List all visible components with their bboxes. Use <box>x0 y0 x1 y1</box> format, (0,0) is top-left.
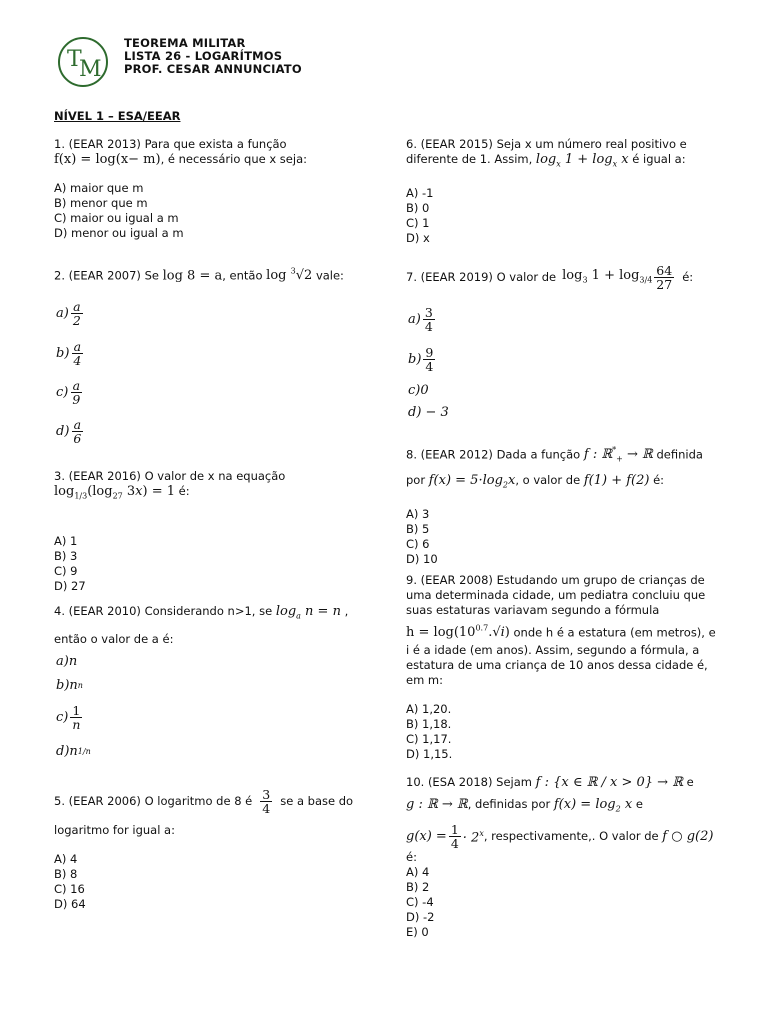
question-5-intro: 5. (EEAR 2006) O logaritmo de 8 é <box>54 794 253 808</box>
question-3-option-a: A) 1 <box>54 533 78 548</box>
question-8-line2b: , o valor de <box>515 472 581 487</box>
question-6-line2: diferente de 1. Assim, <box>406 152 533 166</box>
question-8-intro: 8. (EEAR 2012) Dada a função <box>406 447 581 462</box>
question-7-option-d: d) − 3 <box>408 405 449 420</box>
question-2 <box>54 264 344 283</box>
question-1-intro: 1. (EEAR 2013) Para que exista a função <box>54 137 287 151</box>
question-6-option-d: D) x <box>406 230 430 245</box>
question-2-option-d: d) $\frac{a}{6}$ <box>56 417 82 446</box>
question-10-line4: é: <box>406 849 417 864</box>
question-8-line2c: é: <box>653 472 665 487</box>
question-4-option-c: c) $\frac{1}{n}$ <box>56 703 81 732</box>
question-9-option-a: A) 1,20. <box>406 702 452 717</box>
question-3 <box>54 469 285 594</box>
question-9-line5: i é a idade (em anos). Assim, segundo a fórmula, a <box>406 643 700 658</box>
question-5-fraction: $\frac{3}{4}$ <box>262 787 271 816</box>
question-4-line2: então o valor de a é: <box>54 631 174 646</box>
question-7-option-b: b) $\frac{9}{4}$ <box>408 345 434 374</box>
question-10-intro: 10. (ESA 2018) Sejam <box>406 775 532 789</box>
question-7-option-c: c)0 <box>408 383 429 398</box>
question-4-option-b: b)n n <box>56 678 83 693</box>
question-8-expression: f(1) + f(2) <box>583 472 650 488</box>
question-2-intro: 2. (EEAR 2007) Se <box>54 268 159 283</box>
question-3-option-d: D) 27 <box>54 578 86 593</box>
question-1-option-d: D) menor ou igual a m <box>54 226 184 240</box>
document-header <box>124 37 302 76</box>
question-4-option-a: a)n <box>56 654 78 669</box>
question-2-option-b: b) $\frac{a}{4}$ <box>56 339 82 368</box>
question-9-line3: suas estaturas variavam segundo a fórmula <box>406 603 660 617</box>
question-8-function: f : ℝ*$_+$ → ℝ <box>583 446 653 464</box>
question-8-option-a: A) 3 <box>406 506 430 521</box>
question-5-option-a: A) 4 <box>54 852 78 866</box>
question-10-option-e: E) 0 <box>406 924 429 939</box>
question-9-option-d: D) 1,15. <box>406 747 453 762</box>
question-10-composition: f ○ g(2) <box>662 828 714 844</box>
question-3-option-b: B) 3 <box>54 548 78 563</box>
question-10-formula-f: $f(x) = \log_2 x$ <box>553 797 633 814</box>
level-heading: NÍVEL 1 – ESA/EEAR <box>54 109 181 123</box>
question-2-option-a: a) $\frac{a}{2}$ <box>56 299 81 328</box>
question-6-line1: 6. (EEAR 2015) Seja x um número real positivo e <box>406 137 687 151</box>
question-2-end: vale: <box>315 268 344 283</box>
question-2-formula-1: log 8 = a <box>162 268 223 284</box>
question-1-option-c: C) maior ou igual a m <box>54 211 179 225</box>
question-7 <box>406 264 693 291</box>
question-7-fraction: $\frac{64}{27}$ <box>656 263 673 292</box>
question-5-line2: logaritmo for igual a: <box>54 823 175 837</box>
question-8 <box>406 443 703 567</box>
question-10-option-c: C) -4 <box>406 894 434 909</box>
svg-text:M: M <box>79 57 102 82</box>
question-6-option-b: B) 0 <box>406 200 430 215</box>
question-9-line2: uma determinada cidade, um pediatra concluiu que <box>406 588 706 602</box>
question-7-formula: $\log_3 1 + \log_{3/4}$ <box>562 267 653 285</box>
question-3-formula: $\log_{1/3}(\log_{27}$ 3x) = 1 <box>54 484 176 501</box>
question-9-option-c: C) 1,17. <box>406 732 452 747</box>
question-4-intro: 4. (EEAR 2010) Considerando n>1, se <box>54 604 273 618</box>
question-6-end: é igual a: <box>632 152 686 166</box>
question-1-option-b: B) menor que m <box>54 196 148 210</box>
question-1-option-a: A) maior que m <box>54 181 144 195</box>
question-2-option-c: c) $\frac{a}{9}$ <box>56 378 81 407</box>
question-7-end: é: <box>682 270 694 284</box>
question-10-function-f: f : {x ∈ ℝ / x > 0} → ℝ <box>535 775 684 790</box>
question-10-formula-g: g(x) = <box>406 828 447 844</box>
question-1-formula: f(x) = log(x− m) <box>54 152 161 167</box>
question-10-line2: , definidas por <box>467 797 551 811</box>
question-6-formula: $\log_x 1 + \log_x x$ <box>535 152 629 169</box>
question-6-option-a: A) -1 <box>406 185 434 200</box>
question-1-suffix: , é necessário que x seja: <box>160 152 307 166</box>
question-5-end: se a base do <box>280 794 354 808</box>
question-8-formula: $f(x) = 5\cdot\log_2x$ <box>428 472 516 490</box>
question-9-line4: onde h é a estatura (em metros), e <box>513 625 716 640</box>
question-3-intro: 3. (EEAR 2016) O valor de x na equação <box>54 469 286 483</box>
question-5-option-b: B) 8 <box>54 867 78 881</box>
question-8-line2a: por <box>406 472 426 487</box>
question-9-option-b: B) 1,18. <box>406 717 452 732</box>
question-10-option-a: A) 4 <box>406 864 430 879</box>
question-6-option-c: C) 1 <box>406 215 430 230</box>
logo <box>55 36 113 88</box>
question-8-end: definida <box>656 447 703 462</box>
question-6 <box>406 137 687 246</box>
question-9 <box>406 573 716 762</box>
question-4: 4. (EEAR 2010) Considerando n>1, se $\log_a n = n$ , então o valor de a é: <box>54 604 349 646</box>
question-5 <box>54 788 353 912</box>
question-9-line6: estatura de uma criança de 10 anos dessa cidade é, <box>406 658 708 673</box>
svg-text:T: T <box>67 47 82 72</box>
header-title: TEOREMA MILITAR <box>124 36 246 50</box>
question-3-option-c: C) 9 <box>54 563 78 578</box>
question-10-function-g: g : ℝ → ℝ <box>406 797 468 812</box>
question-9-formula: $h = \log(10^{0.7}.√i)$ <box>406 624 510 641</box>
header-professor: PROF. CESAR ANNUNCIATO <box>124 62 302 76</box>
question-2-formula-2: log $^3$√2 <box>266 267 313 284</box>
question-8-option-b: B) 5 <box>406 521 430 536</box>
question-1 <box>54 137 307 241</box>
question-10-option-d: D) -2 <box>406 909 435 924</box>
question-10: 10. (ESA 2018) Sejam f : {x ∈ ℝ / x > 0} → ℝ e g : ℝ → ℝ, definidas por $f(x) = \log_2 x$ e g(x) = $\frac{1}{4}$ · $2^x$ , respectivamente,. O valor de f ○ g(2) é: A) 4 B) 2 C) -4 D) -2 E) 0 <box>406 775 714 939</box>
question-10-line3: , respectivamente,. O valor de <box>483 828 659 843</box>
question-10-option-b: B) 2 <box>406 879 430 894</box>
question-8-option-c: C) 6 <box>406 536 430 551</box>
question-9-line7: em m: <box>406 673 444 688</box>
question-10-e: e <box>686 775 694 789</box>
question-4-formula: $\log_a n = n$ <box>275 604 341 621</box>
question-3-end: é: <box>178 484 190 498</box>
question-7-intro: 7. (EEAR 2019) O valor de <box>406 270 557 284</box>
question-5-option-c: C) 16 <box>54 882 85 896</box>
question-9-line1: 9. (EEAR 2008) Estudando um grupo de crianças de <box>406 573 705 587</box>
question-8-option-d: D) 10 <box>406 551 438 566</box>
question-5-option-d: D) 64 <box>54 897 86 911</box>
question-2-mid: , então <box>222 268 263 283</box>
header-list: LISTA 26 - LOGARÍTMOS <box>124 49 283 63</box>
question-4-option-d: d)n 1/n <box>56 744 91 759</box>
question-7-option-a: a) $\frac{3}{4}$ <box>408 305 433 334</box>
